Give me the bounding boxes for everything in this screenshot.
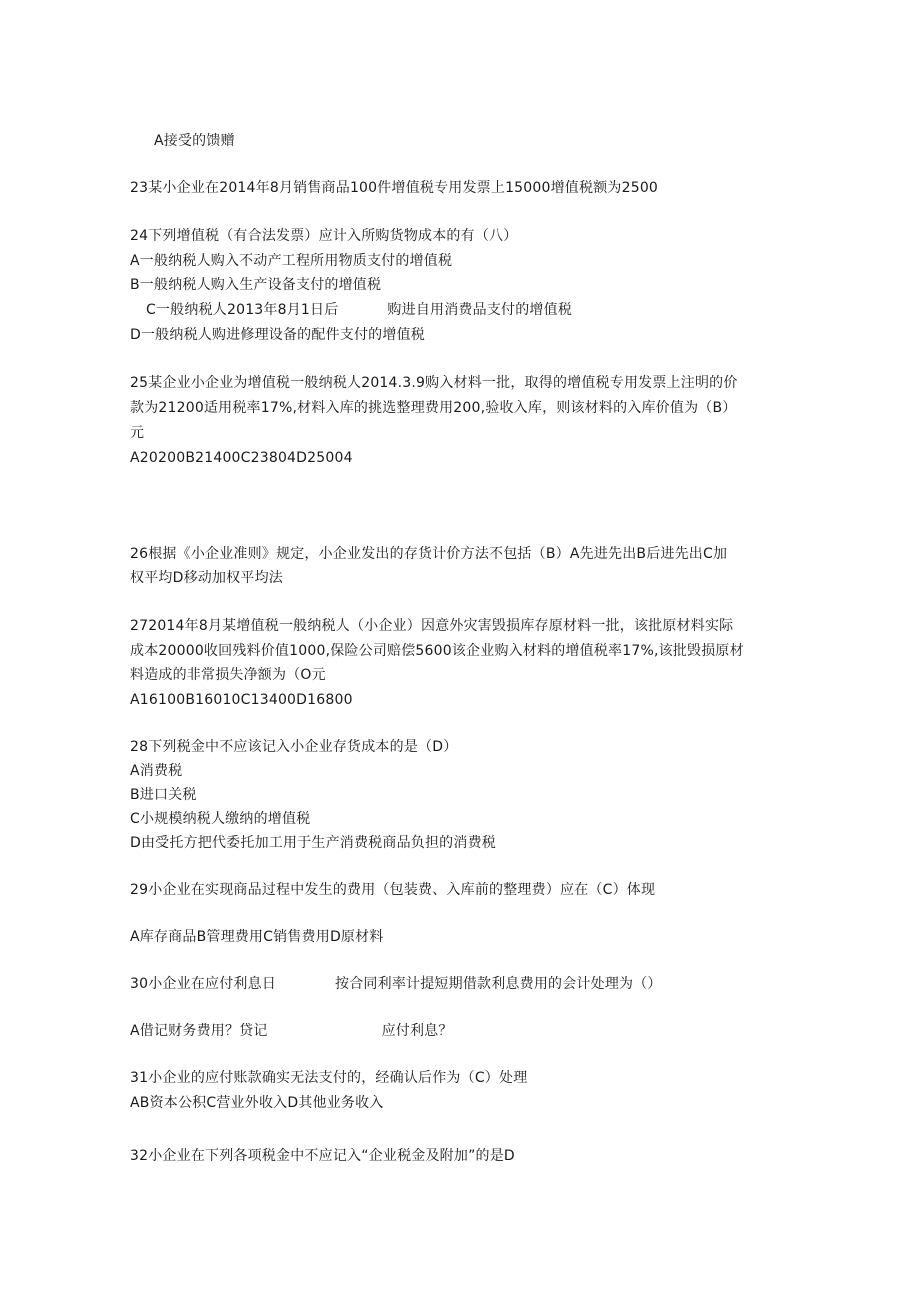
q27-options: A16100B16010C13400D16800: [130, 692, 353, 708]
q28-option-d: D由受托方把代委托加工用于生产消费税商品负担的消费税: [130, 835, 496, 851]
q24-option-c-part1: C一般纳税人2013年8月1日后: [146, 302, 339, 318]
q25-text-line1: 25某企业小企业为增值税一般纳税人2014.3.9购入材料一批，取得的增值税专用发票上注明的价: [130, 375, 738, 391]
q23-text: 23某小企业在2014年8月销售商品100件增值税专用发票上15000增值税额为2500: [130, 180, 659, 196]
q26-text-line1: 26根据《小企业准则》规定，小企业发出的存货计价方法不包括（B）A先进先出B后进先出C加: [130, 546, 728, 562]
q29-options: A库存商品B管理费用C销售费用D原材料: [130, 929, 384, 945]
q25-text-line3: 元: [130, 425, 145, 441]
q31-text: 31小企业的应付账款确实无法支付的，经确认后作为（C）处理: [130, 1070, 528, 1086]
q29-text: 29小企业在实现商品过程中发生的费用（包装费、入库前的整理费）应在（C）体现: [130, 882, 656, 898]
q27-text-line1: 272014年8月某增值税一般纳税人（小企业）因意外灾害毁损库存原材料一批，该批原材料实际: [130, 618, 734, 634]
q24-text: 24下列增值税（有合法发票）应计入所购货物成本的有（八）: [130, 228, 518, 244]
q24-option-b: B一般纳税人购入生产设备支付的增值税: [130, 277, 382, 293]
q31-options: AB资本公积C营业外收入D其他业务收入: [130, 1095, 384, 1111]
q28-text: 28下列税金中不应该记入小企业存货成本的是（D）: [130, 739, 458, 755]
q30-option-a-part1: A借记财务费用？贷记: [130, 1023, 268, 1039]
q24-option-d: D一般纳税人购进修理设备的配件支付的增值税: [130, 327, 425, 343]
q30-text-part2: 按合同利率计提短期借款利息费用的会计处理为（）: [335, 976, 662, 992]
q25-text-line2: 款为21200适用税率17%,材料入库的挑选整理费用200,验收入库，则该材料的入库价值为（B）: [130, 400, 737, 416]
q24-option-a: A一般纳税人购入不动产工程所用物质支付的增值税: [130, 253, 453, 269]
q24-option-c: [146, 301, 572, 319]
q27-text-line2: 成本20000收回残料价值1000,保险公司赔偿5600该企业购入材料的增值税率17%,该批毁损原材: [130, 643, 744, 659]
q28-option-c: C小规模纳税人缴纳的增值税: [130, 811, 311, 827]
q24-option-c-part2: 购进自用消费品支付的增值税: [387, 302, 573, 318]
q26-text-line2: 权平均D移动加权平均法: [130, 570, 283, 586]
q27-text-line3: 料造成的非常损失净额为（O元: [130, 667, 326, 683]
q28-option-b: B进口关税: [130, 787, 197, 803]
q30-option-a: [130, 1022, 453, 1040]
q25-options: A20200B21400C23804D25004: [130, 450, 353, 466]
q28-option-a: A消费税: [130, 763, 183, 779]
q30-text-part1: 30小企业在应付利息日: [130, 976, 277, 992]
q30-option-a-part2: 应付利息？: [381, 1023, 453, 1039]
q30-text: [130, 975, 662, 993]
q22-option-a: A接受的馈赠: [154, 133, 235, 149]
q32-text: 32小企业在下列各项税金中不应记入“企业税金及附加”的是D: [130, 1148, 515, 1164]
